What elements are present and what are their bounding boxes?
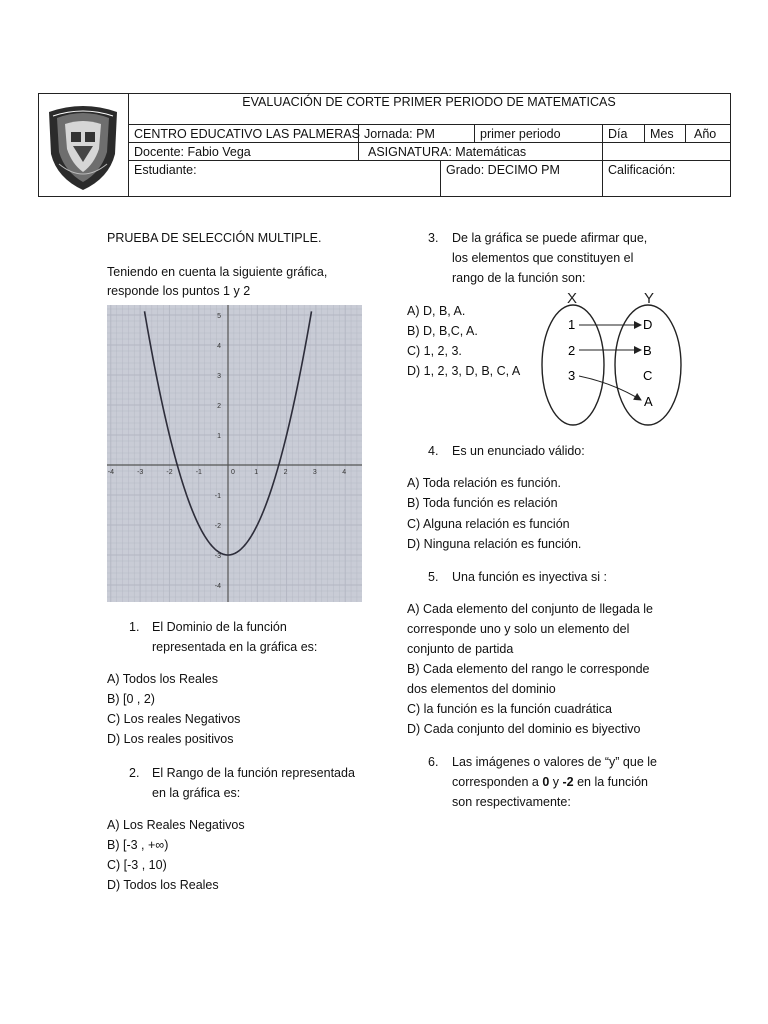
intro-line-2: responde los puntos 1 y 2 — [107, 284, 251, 298]
mes-label: Mes — [650, 127, 674, 141]
x-tick-label: -4 — [107, 469, 115, 476]
q1-number: 1. — [129, 620, 140, 634]
x-tick-label: 2 — [283, 469, 288, 476]
q2-line-2: en la gráfica es: — [152, 786, 241, 800]
x-tick-label: -3 — [137, 469, 144, 476]
q5-line-1: Una función es inyectiva si : — [452, 570, 607, 584]
y-element-c: C — [643, 368, 653, 383]
q6-line-2: corresponden a 0 y -2 en la función — [452, 775, 648, 789]
q6-line-3: son respectivamente: — [452, 795, 571, 809]
dia-label: Día — [608, 127, 628, 141]
q4-option-b: B) Toda función es relación — [407, 496, 558, 510]
x-tick-label: 3 — [312, 469, 317, 476]
exam-title: EVALUACIÓN DE CORTE PRIMER PERIODO DE MATEMATICAS — [242, 95, 616, 109]
q5-option-a-line-2: corresponde uno y solo un elemento del — [407, 622, 630, 636]
q3-option-b: B) D, B,C, A. — [407, 324, 478, 338]
y-tick-label: -1 — [214, 493, 221, 500]
q5-option-a-line-1: A) Cada elemento del conjunto de llegada le — [407, 602, 654, 616]
x-tick-label: 4 — [342, 469, 347, 476]
q3-number: 3. — [428, 231, 439, 245]
anio-label: Año — [694, 127, 717, 141]
school-shield-icon — [39, 94, 128, 196]
x-tick-label: 0 — [231, 469, 235, 476]
q3-option-c: C) 1, 2, 3. — [407, 344, 462, 358]
intro-line-1: Teniendo en cuenta la siguiente gráfica, — [107, 265, 328, 279]
q2-option-d: D) Todos los Reales — [107, 878, 219, 892]
q1-option-a: A) Todos los Reales — [107, 672, 218, 686]
y-tick-label: 3 — [217, 373, 221, 380]
set-x-label: X — [567, 290, 578, 307]
q3-line-1: De la gráfica se puede afirmar que, — [452, 231, 648, 245]
asignatura-label: ASIGNATURA: Matemáticas — [368, 145, 527, 159]
docente-label: Docente: Fabio Vega — [134, 145, 251, 159]
y-tick-label: -3 — [214, 553, 221, 560]
x-element-1: 1 — [568, 317, 576, 332]
q2-number: 2. — [129, 766, 140, 780]
sets-mapping-diagram — [533, 285, 690, 428]
q5-option-a-line-3: conjunto de partida — [407, 642, 514, 656]
q3-line-3: rango de la función son: — [452, 271, 586, 285]
jornada-label: Jornada: PM — [364, 127, 435, 141]
q1-line-2: representada en la gráfica es: — [152, 640, 318, 654]
y-tick-label: 2 — [217, 403, 221, 410]
y-element-b: B — [643, 343, 652, 358]
q5-option-d: D) Cada conjunto del dominio es biyectivo — [407, 722, 641, 736]
set-y-label: Y — [644, 290, 655, 307]
q1-option-b: B) [0 , 2) — [107, 692, 155, 706]
y-element-a: A — [644, 394, 653, 409]
q6-number: 6. — [428, 755, 439, 769]
x-tick-label: -2 — [166, 469, 173, 476]
header-table — [38, 93, 731, 197]
q3-line-2: los elementos que constituyen el — [452, 251, 634, 265]
school-name: CENTRO EDUCATIVO LAS PALMERAS — [134, 127, 360, 141]
y-element-d: D — [643, 317, 653, 332]
school-logo-cell — [39, 94, 129, 196]
q2-option-a: A) Los Reales Negativos — [107, 818, 245, 832]
calificacion-label: Calificación: — [608, 163, 676, 177]
x-tick-label: 1 — [254, 469, 259, 476]
q2-option-c: C) [-3 , 10) — [107, 858, 167, 872]
q4-line-1: Es un enunciado válido: — [452, 444, 585, 458]
y-tick-label: 4 — [217, 343, 221, 350]
q1-line-1: El Dominio de la función — [152, 620, 287, 634]
q5-option-c: C) la función es la función cuadrática — [407, 702, 612, 716]
y-tick-label: 5 — [217, 313, 221, 320]
q4-option-a: A) Toda relación es función. — [407, 476, 562, 490]
periodo-label: primer periodo — [480, 127, 561, 141]
y-tick-label: 1 — [217, 433, 221, 440]
q5-option-b-line-2: dos elementos del dominio — [407, 682, 556, 696]
q4-option-d: D) Ninguna relación es función. — [407, 537, 582, 551]
grado-label: Grado: DECIMO PM — [446, 163, 560, 177]
q1-option-c: C) Los reales Negativos — [107, 712, 241, 726]
q4-option-c: C) Alguna relación es función — [407, 517, 570, 531]
q3-option-d: D) 1, 2, 3, D, B, C, A — [407, 364, 521, 378]
q1-option-d: D) Los reales positivos — [107, 732, 234, 746]
y-tick-label: -2 — [214, 523, 221, 530]
q4-number: 4. — [428, 444, 439, 458]
q2-option-b: B) [-3 , +∞) — [107, 838, 169, 852]
x-element-2: 2 — [568, 343, 576, 358]
y-tick-label: -4 — [214, 583, 221, 590]
q6-line-1: Las imágenes o valores de “y” que le — [452, 755, 657, 769]
x-element-3: 3 — [568, 368, 576, 383]
q2-line-1: El Rango de la función representada — [152, 766, 355, 780]
q5-number: 5. — [428, 570, 439, 584]
q3-option-a: A) D, B, A. — [407, 304, 466, 318]
q5-option-b-line-1: B) Cada elemento del rango le corresponde — [407, 662, 650, 676]
test-heading: PRUEBA DE SELECCIÓN MULTIPLE. — [107, 231, 322, 245]
parabola-graph — [107, 305, 362, 602]
x-tick-label: -1 — [195, 469, 202, 476]
estudiante-label: Estudiante: — [134, 163, 197, 177]
